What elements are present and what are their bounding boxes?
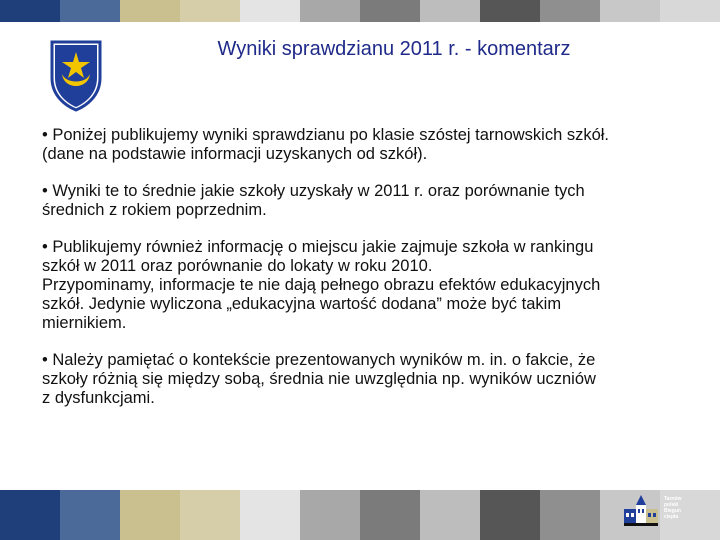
bottom-stripe-segment bbox=[120, 490, 180, 540]
bottom-stripe-segment bbox=[540, 490, 600, 540]
footer-logo bbox=[618, 492, 708, 538]
top-stripe-segment bbox=[0, 0, 60, 22]
bottom-stripe-segment bbox=[480, 490, 540, 540]
top-stripe-segment bbox=[600, 0, 660, 22]
top-stripe-segment bbox=[480, 0, 540, 22]
paragraph-ranking: • Publikujemy również informację o miejscu jakie zajmuje szkoła w rankingu szkół w 2011 oraz porównanie do lokaty w roku 2010. Przypominamy, informacje te nie dają pełnego obrazu efektów edukacyjnych szkół. Jedynie wyliczona „edukacyjna wartość dodana” może być takim miernikiem. bbox=[42, 238, 601, 332]
paragraph-intro: • Poniżej publikujemy wyniki sprawdzianu po klasie szóstej tarnowskich szkół. (dane na podstawie informacji uzyskanych od szkół). bbox=[42, 126, 610, 163]
top-stripe-segment bbox=[120, 0, 180, 22]
bottom-stripe-segment bbox=[240, 490, 300, 540]
bottom-stripe-segment bbox=[360, 490, 420, 540]
top-stripe-segment bbox=[540, 0, 600, 22]
paragraph-averages: • Wyniki te to średnie jakie szkoły uzyskały w 2011 r. oraz porównanie tych średnich z rokiem poprzednim. bbox=[42, 182, 585, 219]
footer-logo-text: Tarnów polski Biegun ciepła bbox=[664, 496, 682, 520]
top-stripe-segment bbox=[360, 0, 420, 22]
bottom-stripe-segment bbox=[420, 490, 480, 540]
slide-title: Wyniki sprawdzianu 2011 r. - komentarz bbox=[217, 38, 571, 60]
bottom-stripe-segment bbox=[60, 490, 120, 540]
bottom-stripe-segment bbox=[180, 490, 240, 540]
bottom-stripe-bar bbox=[0, 490, 720, 540]
top-stripe-segment bbox=[420, 0, 480, 22]
content-body bbox=[42, 126, 672, 426]
tarnow-coat-of-arms-icon bbox=[48, 40, 104, 112]
top-stripe-segment bbox=[240, 0, 300, 22]
top-stripe-segment bbox=[300, 0, 360, 22]
top-stripe-segment bbox=[180, 0, 240, 22]
top-stripe-segment bbox=[660, 0, 720, 22]
bottom-stripe-segment bbox=[300, 490, 360, 540]
top-stripe-segment bbox=[60, 0, 120, 22]
bottom-stripe-segment bbox=[0, 490, 60, 540]
top-stripe-bar bbox=[0, 0, 720, 22]
city-logo-icon bbox=[622, 495, 662, 535]
paragraph-context: • Należy pamiętać o kontekście prezentowanych wyników m. in. o fakcie, że szkoły różnią się między sobą, średnia nie uwzględnia np. wyników uczniów z dysfunkcjami. bbox=[42, 351, 596, 407]
